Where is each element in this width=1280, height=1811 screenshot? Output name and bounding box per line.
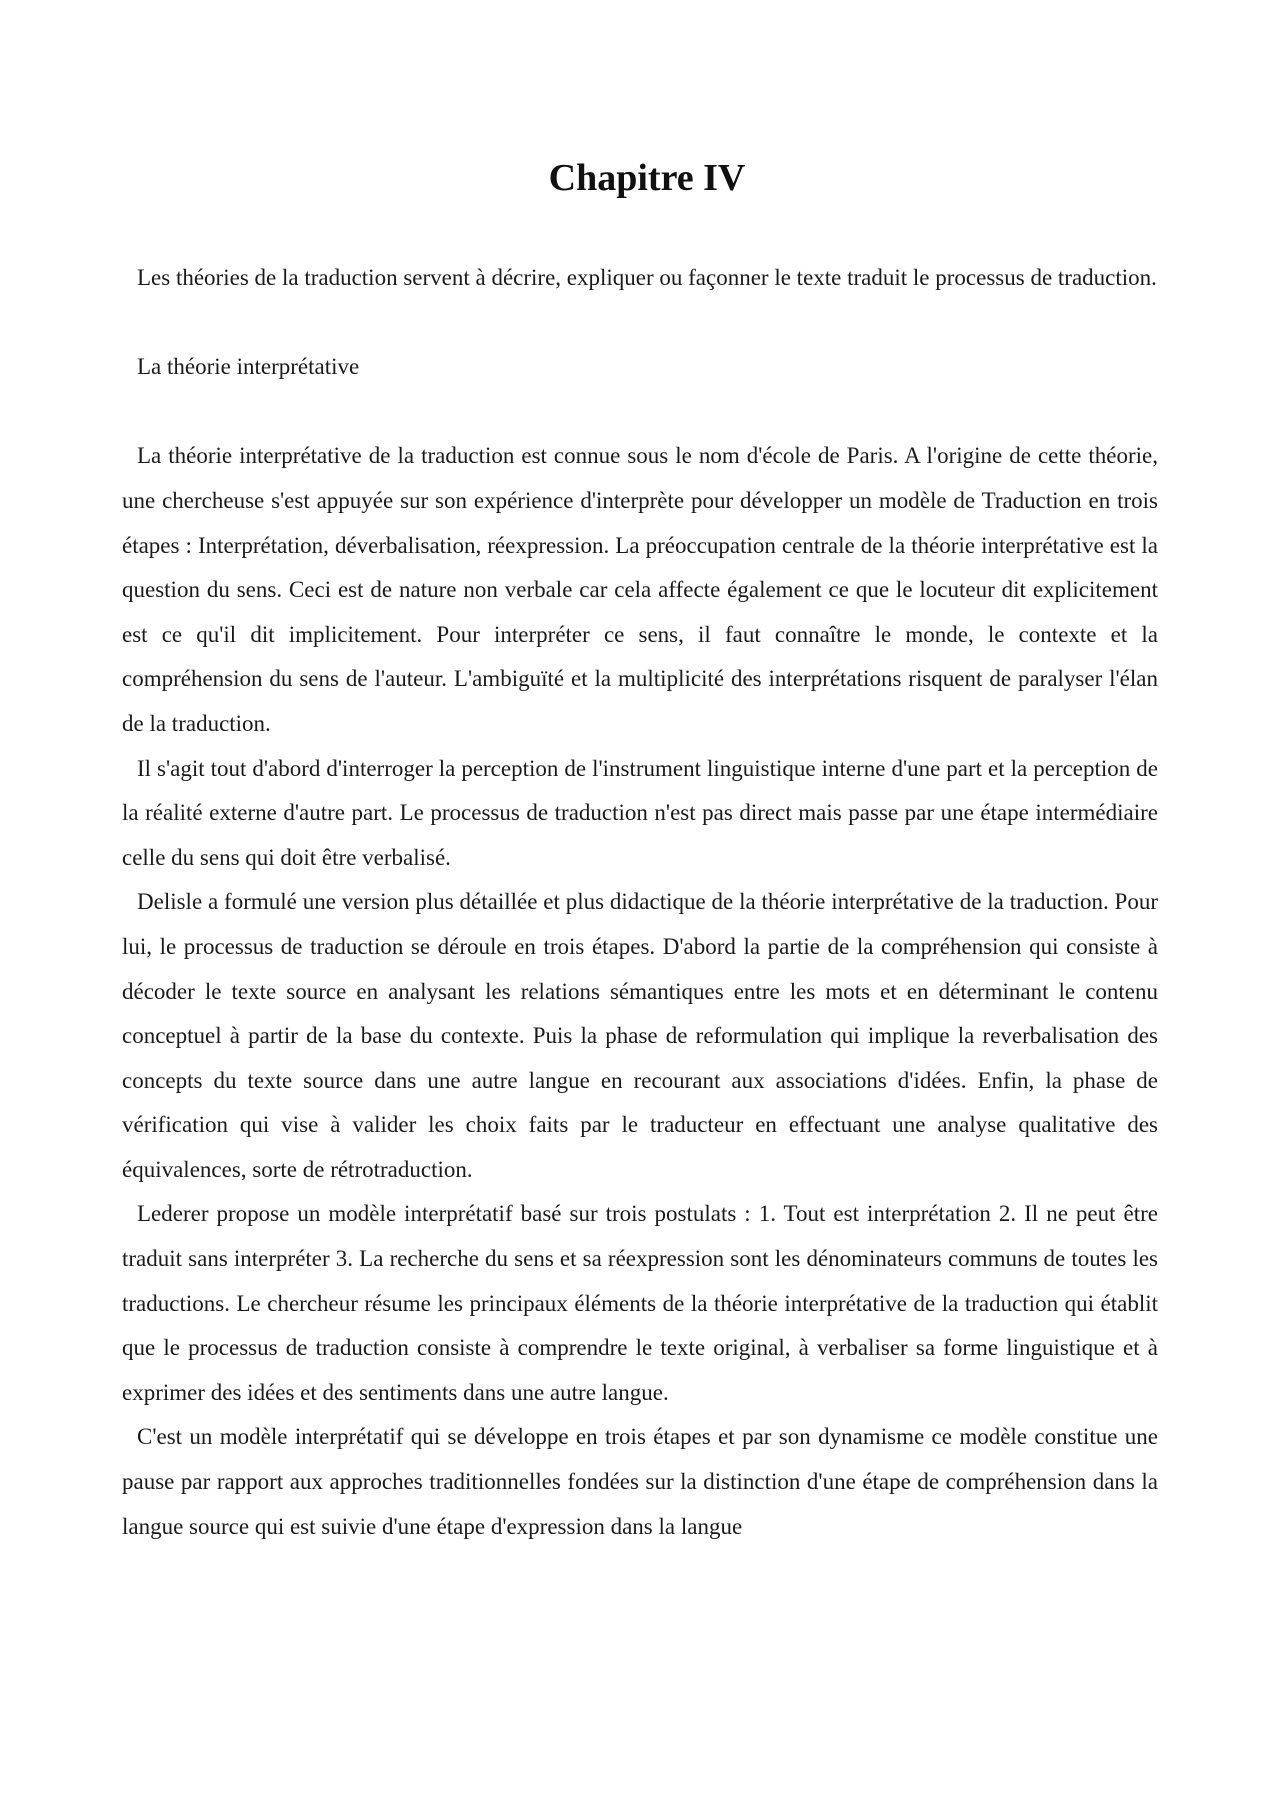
chapter-title: Chapitre IV [548,157,746,199]
body-paragraph-5: C'est un modèle interprétatif qui se développe en trois étapes et par son dynamisme ce modèle constitue une pause par rapport aux approches traditionnelles fondées sur la distinction d'une étape de compréhension dans la langue source qui est suivie d'une étape d'expression dans la langue [122,1424,1158,1539]
body-paragraph-1: La théorie interprétative de la traduction est connue sous le nom d'école de Paris. A l'origine de cette théorie, une chercheuse s'est appuyée sur son expérience d'interprète pour développer un modèle de Traduction en trois étapes : Interprétation, déverbalisation, réexpression. La préoccupation centrale de la théorie interprétative est la question du sens. Ceci est de nature non verbale car cela affecte également ce que le locuteur dit explicitement est ce qu'il dit implicitement. Pour interpréter ce sens, il faut connaître le monde, le contexte et la compréhension du sens de l'auteur. L'ambiguïté et la multiplicité des interprétations risquent de paralyser l'élan de la traduction. [122,443,1158,736]
body-paragraph-3: Delisle a formulé une version plus détaillée et plus didactique de la théorie interprétative de la traduction. Pour lui, le processus de traduction se déroule en trois étapes. D'abord la partie de la compréhension qui consiste à décoder le texte source en analysant les relations sémantiques entre les mots et en déterminant le contenu conceptuel à partir de la base du contexte. Puis la phase de reformulation qui implique la reverbalisation des concepts du texte source dans une autre langue en recourant aux associations d'idées. Enfin, la phase de vérification qui vise à valider les choix faits par le traducteur en effectuant une analyse qualitative des équivalences, sorte de rétrotraduction. [122,889,1158,1182]
intro-paragraph: Les théories de la traduction servent à décrire, expliquer ou façonner le texte traduit le processus de traduction. [137,265,1157,290]
body-paragraph-2: Il s'agit tout d'abord d'interroger la perception de l'instrument linguistique interne d'une part et la perception de la réalité externe d'autre part. Le processus de traduction n'est pas direct mais passe par une étape intermédiaire celle du sens qui doit être verbalisé. [122,755,1158,870]
section-heading: La théorie interprétative [137,354,360,380]
page-content [122,150,1158,1549]
body-paragraph-4: Lederer propose un modèle interprétatif basé sur trois postulats : 1. Tout est interprétation 2. Il ne peut être traduit sans interpréter 3. La recherche du sens et sa réexpression sont les dénominateurs communs de toutes les traductions. Le chercheur résume les principaux éléments de la théorie interprétative de la traduction qui établit que le processus de traduction consiste à comprendre le texte original, à verbaliser sa forme linguistique et à exprimer des idées et des sentiments dans une autre langue. [122,1201,1158,1405]
